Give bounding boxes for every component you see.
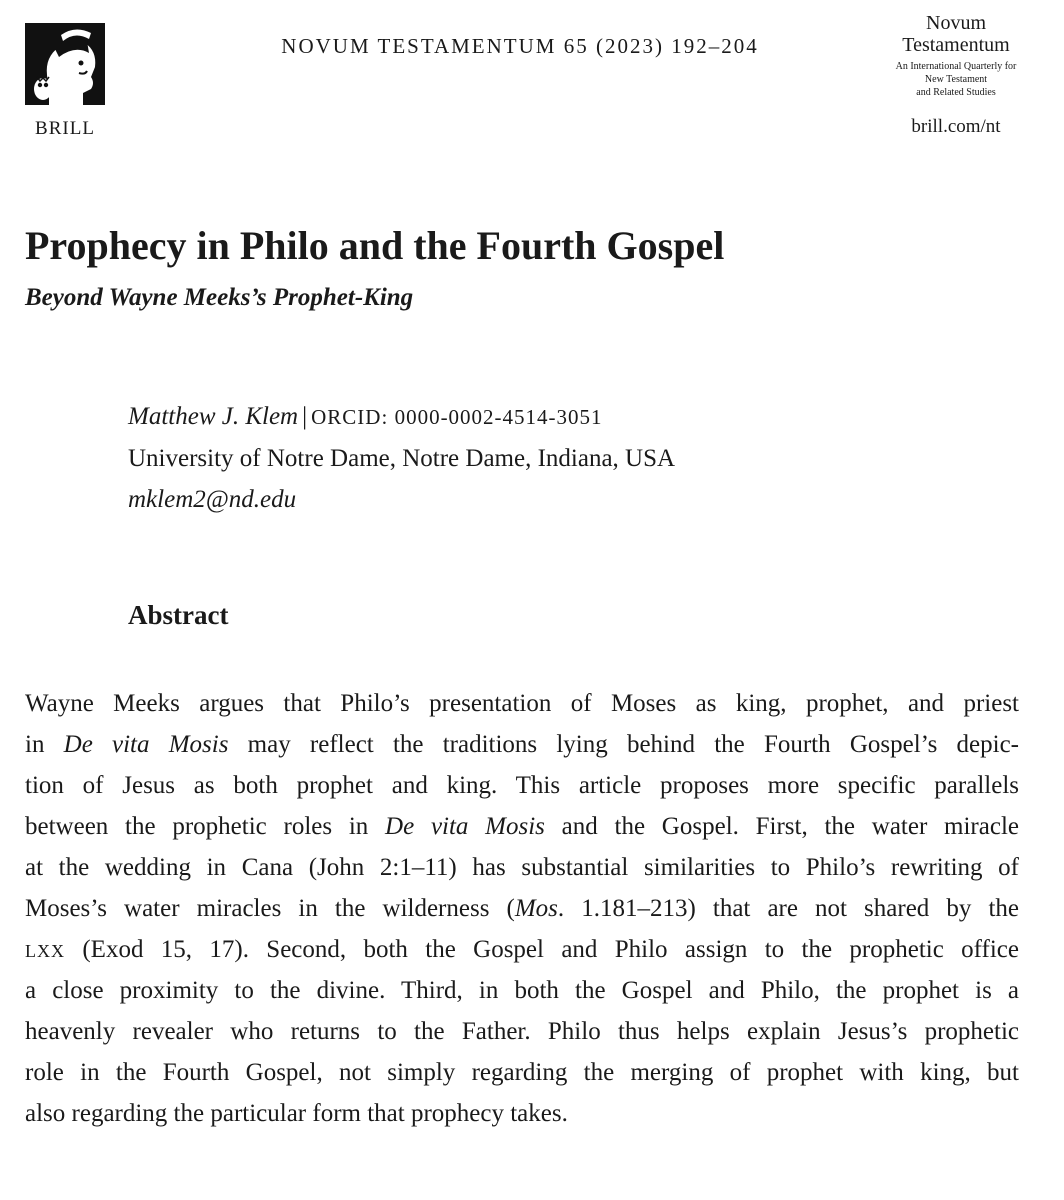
author-block xyxy=(128,396,675,520)
abstract-line: tion of Jesus as both prophet and king. This article proposes more specific parallels xyxy=(25,772,1019,799)
abstract-line xyxy=(25,888,1019,929)
journal-name-line2: Testamentum xyxy=(902,34,1010,56)
abstract-line: role in the Fourth Gospel, not simply regarding the merging of prophet with king, but xyxy=(25,1059,1019,1086)
article-title: Prophecy in Philo and the Fourth Gospel xyxy=(25,223,725,268)
brill-logo xyxy=(25,23,105,105)
athena-owl-logo-icon xyxy=(25,23,105,105)
journal-citation: NOVUM TESTAMENTUM 65 (2023) 192–204 xyxy=(281,34,759,58)
abstract-line: a close proximity to the divine. Third, in both the Gospel and Philo, the prophet is a xyxy=(25,977,1019,1004)
abstract-text: and the Gospel. First, the water miracle xyxy=(544,813,1019,840)
orcid-number[interactable]: 0000-0002-4514-3051 xyxy=(394,405,603,429)
author-affiliation: University of Notre Dame, Notre Dame, Indiana, USA xyxy=(128,445,676,472)
abstract-line: heavenly revealer who returns to the Father. Philo thus helps explain Jesus’s prophetic xyxy=(25,1018,1019,1045)
journal-subtitle-line1: An International Quarterly for xyxy=(895,61,1017,72)
abstract-line: at the wedding in Cana (John 2:1–11) has substantial similarities to Philo’s rewriting of xyxy=(25,854,1019,881)
abstract-text: (Exod 15, 17). Second, both the Gospel and Philo assign to the prophetic office xyxy=(65,936,1019,963)
journal-subtitle-line2: New Testament xyxy=(924,74,988,85)
journal-title-box xyxy=(866,12,1046,99)
work-abbrev: Mos xyxy=(514,895,558,922)
abstract-text: Moses’s water miracles in the wilderness ( xyxy=(25,895,515,922)
abstract-text: in xyxy=(25,731,64,758)
journal-name-line1: Novum xyxy=(926,12,986,34)
work-title: De vita Mosis xyxy=(385,813,545,840)
abstract-text: may reflect the traditions lying behind the Fourth Gospel’s depic- xyxy=(228,731,1019,758)
abstract-line: Wayne Meeks argues that Philo’s presentation of Moses as king, prophet, and priest xyxy=(25,690,1019,717)
abstract-text: between the prophetic roles in xyxy=(25,813,386,840)
abstract-line xyxy=(25,929,1019,970)
journal-subtitle xyxy=(866,60,1046,99)
author-name: Matthew J. Klem xyxy=(128,403,299,430)
work-title: De vita Mosis xyxy=(63,731,229,758)
abstract-line: also regarding the particular form that prophecy takes. xyxy=(25,1100,568,1127)
orcid-label: ORCID: xyxy=(311,405,389,429)
publisher-name: BRILL xyxy=(35,118,95,139)
abstract-line xyxy=(25,724,1019,765)
abstract-text: . 1.181–213) that are not shared by the xyxy=(557,895,1019,922)
abstract-line xyxy=(25,806,1019,847)
author-line xyxy=(128,396,675,438)
abstract-heading: Abstract xyxy=(128,600,229,630)
journal-url[interactable]: brill.com/nt xyxy=(911,116,1001,137)
author-separator: | xyxy=(302,403,308,430)
abstract-body xyxy=(25,683,1019,1134)
author-email[interactable]: mklem2@nd.edu xyxy=(128,486,297,513)
article-subtitle: Beyond Wayne Meeks’s Prophet-King xyxy=(25,284,414,311)
journal-subtitle-line3: and Related Studies xyxy=(916,87,996,98)
lxx-abbrev: lxx xyxy=(25,936,65,963)
